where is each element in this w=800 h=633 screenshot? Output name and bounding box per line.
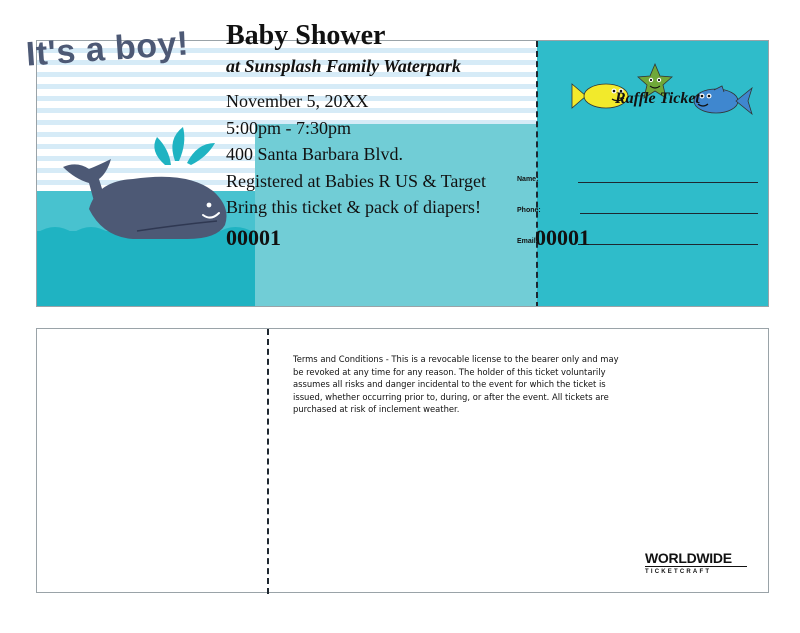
its-a-boy-heading: It's a boy! — [24, 24, 190, 74]
ticket-number: 00001 — [226, 225, 281, 250]
phone-field[interactable] — [580, 213, 758, 214]
perforation-line — [536, 41, 538, 307]
event-address: 400 Santa Barbara Blvd. — [226, 144, 403, 164]
event-time: 5:00pm - 7:30pm — [226, 117, 351, 138]
name-label: Name: — [517, 176, 539, 183]
logo-main-text: WORLDWIDE — [645, 550, 732, 566]
event-date: November 5, 20XX — [226, 91, 369, 111]
worldwide-ticketcraft-logo — [645, 551, 755, 576]
event-subtitle: at Sunsplash Family Waterpark — [226, 56, 461, 76]
event-details — [226, 88, 486, 221]
perforation-line-back — [267, 329, 269, 594]
event-registry: Registered at Babies R US & Target — [226, 170, 487, 191]
event-title: Baby Shower — [226, 20, 386, 51]
phone-label: Phone: — [517, 207, 541, 214]
blue-fish-icon — [692, 84, 754, 118]
raffle-number: 00001 — [535, 225, 590, 250]
name-field[interactable] — [578, 182, 758, 183]
event-note: Bring this ticket & pack of diapers! — [226, 197, 481, 217]
email-label: Email: — [517, 238, 539, 245]
email-field[interactable] — [578, 244, 758, 245]
logo-sub-text: TICKETCRAFT — [645, 566, 747, 576]
terms-and-conditions: Terms and Conditions - This is a revocable license to the bearer only and may be revoked at any time for any reason. The holder of this ticket voluntarily assumes all risks and danger incidental to the event for which the ticket is issued, whether occurring prior to, during, or after the event. All tickets are purchased at risk of inclement weather. — [293, 354, 619, 415]
ticket-back — [36, 328, 769, 593]
whale-icon — [37, 121, 255, 251]
